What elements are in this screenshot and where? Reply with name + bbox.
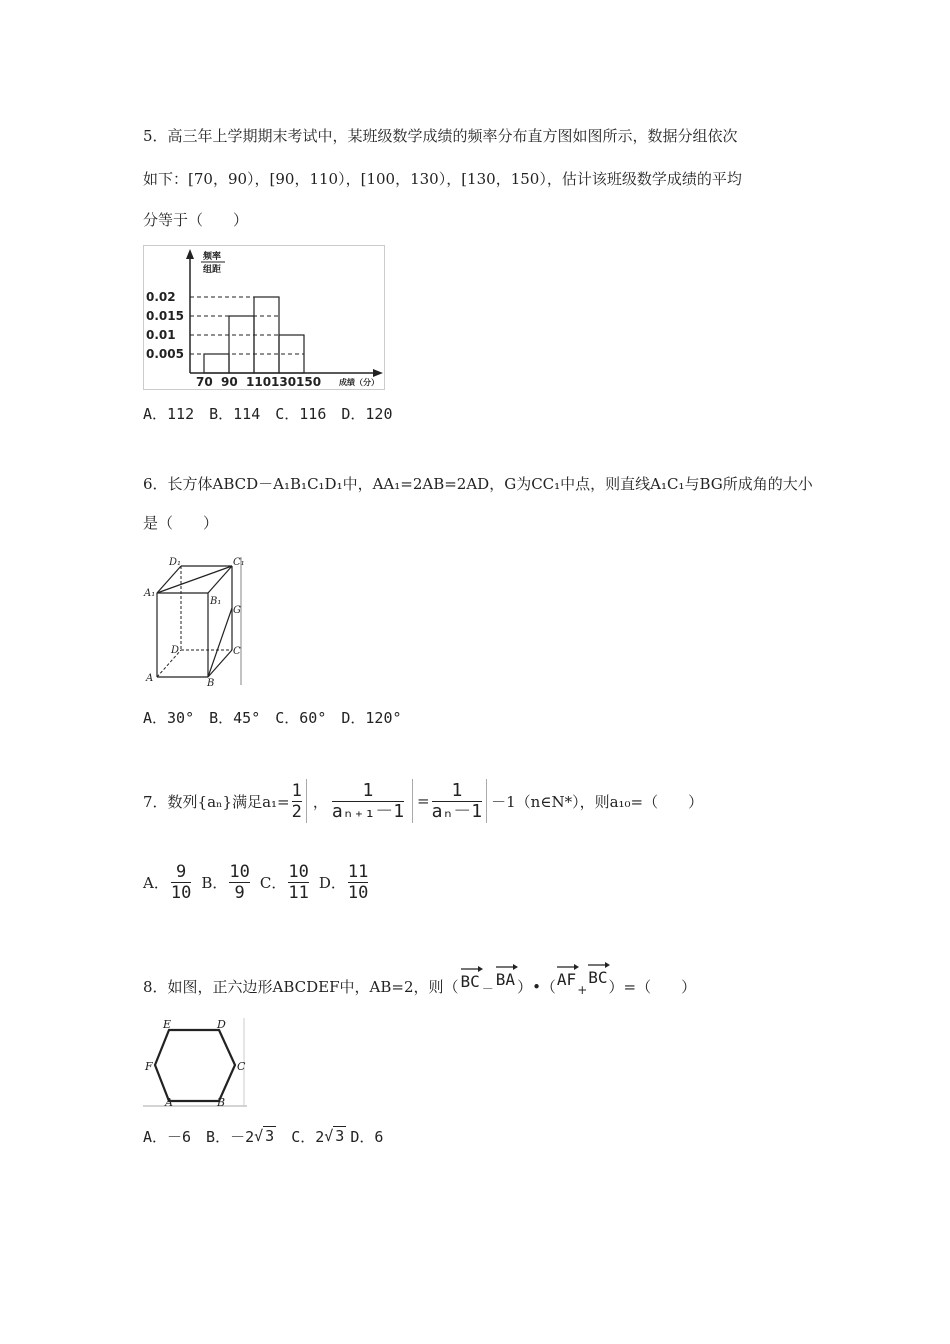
sqrt-3-c: √ 3 <box>324 1127 345 1145</box>
option-b-num: 10 <box>229 861 250 882</box>
vector-BC-2-text: BC <box>588 968 608 987</box>
q5-line-3: 分等于（ ） <box>143 211 249 229</box>
label-B: B <box>207 678 215 688</box>
histogram-ytick-label: 0.015 <box>146 309 184 323</box>
option-d-num: 11 <box>347 861 369 882</box>
vector-AF-text: AF <box>556 970 577 989</box>
q8-minus: － <box>481 982 494 996</box>
rhs-numerator: 1 <box>451 779 463 801</box>
vector-AF <box>557 970 576 989</box>
histogram-xtick-label: 90 <box>221 375 238 389</box>
histogram-ytick-label: 0.02 <box>146 290 176 304</box>
option-a-num: 9 <box>175 861 187 882</box>
histogram-ytick-label: 0.005 <box>146 347 184 361</box>
q8-stem <box>143 957 696 997</box>
lhs-denominator: aₙ₊₁－1 <box>331 800 405 822</box>
histogram-ylabel-top: 频率 <box>203 252 222 262</box>
label-A: A <box>165 1096 173 1108</box>
q7-options <box>143 858 370 906</box>
histogram-xlabel: 成绩（分） <box>339 378 379 387</box>
histogram-ylabel-bottom: 组距 <box>203 265 222 275</box>
q5-options: A．112 B．114 C．116 D．120 <box>143 405 393 423</box>
label-G: G <box>233 605 241 616</box>
option-a-label: A． <box>143 873 169 892</box>
option-d-den: 10 <box>347 882 369 903</box>
q8-prefix: 8．如图，正六边形ABCDEF中，AB=2，则（ <box>143 978 459 996</box>
q8-option-c: C．2 <box>276 1127 325 1146</box>
q8-option-ab: A．－6 B．－2 <box>143 1127 255 1146</box>
q5-histogram <box>143 245 385 390</box>
q6-line-1: 6．长方体ABCD－A₁B₁C₁D₁中，AA₁=2AB=2AD，G为CC₁中点，则直线A₁C₁与BG所成角的大小 <box>143 475 813 493</box>
histogram-ytick-label: 0.01 <box>146 328 176 342</box>
sqrt-3-b-radicand: 3 <box>265 1127 275 1145</box>
option-b-fraction <box>229 862 249 903</box>
vector-BC-1 <box>461 972 480 991</box>
histogram-xtick-label: 110 <box>246 375 272 389</box>
label-C: C <box>237 1060 246 1073</box>
q8-option-d: D．6 <box>350 1127 384 1146</box>
histogram-xtick-label: 70 <box>196 375 213 389</box>
label-D: D <box>217 1018 226 1031</box>
q8-plus: + <box>577 983 588 997</box>
lhs-numerator: 1 <box>362 779 374 801</box>
option-a-fraction <box>171 862 191 903</box>
q8-options <box>143 1124 383 1148</box>
label-B: B <box>217 1096 226 1108</box>
q8-suffix: ）=（ ） <box>608 978 697 996</box>
label-F: F <box>145 1060 153 1073</box>
q7-a1-fraction <box>292 781 302 822</box>
option-b-label: B． <box>201 873 228 892</box>
q7-prefix: 7．数列{aₙ}满足a₁= <box>143 792 290 811</box>
a1-denominator: 2 <box>291 801 302 822</box>
label-E: E <box>163 1018 172 1031</box>
q7-equals: = <box>417 792 430 810</box>
q7-stem: 7．数列{aₙ}满足a₁= $\frac{1}{2}$ ， $\frac{1}{\text{aₙ₊₁－1}}$ = $\frac{1}{\text{aₙ－1}}$ －1（n∈N*），则a₁₀=（ ） <box>143 779 704 822</box>
label-A: A <box>146 673 154 684</box>
histogram-xtick-label: 130 <box>271 375 297 389</box>
q8-dot: ）•（ <box>517 978 556 996</box>
label-D: D <box>171 645 180 656</box>
option-c-den: 11 <box>288 882 309 903</box>
q7-lhs-fraction <box>332 781 404 822</box>
vector-BC-2 <box>588 968 607 987</box>
option-c-num: 10 <box>288 861 309 882</box>
a1-numerator: 1 <box>291 780 302 801</box>
q8-hexagon-figure <box>143 1018 247 1108</box>
q7-rhs-fraction <box>432 781 483 822</box>
option-c-label: C． <box>259 873 287 892</box>
q6-cuboid-figure <box>143 553 245 688</box>
q5-line-1: 5．高三年上学期期末考试中，某班级数学成绩的频率分布直方图如图所示，数据分组依次 <box>143 127 738 145</box>
sqrt-3-c-radicand: 3 <box>335 1127 345 1145</box>
sqrt-3-b: √ 3 <box>254 1127 275 1145</box>
option-c-fraction <box>288 862 308 903</box>
q6-options: A．30° B．45° C．60° D．120° <box>143 709 402 727</box>
label-D1: D₁ <box>169 557 182 568</box>
q6-line-2: 是（ ） <box>143 514 219 532</box>
label-C: C <box>233 646 241 657</box>
option-b-den: 9 <box>229 882 249 903</box>
rhs-denominator: aₙ－1 <box>431 800 483 822</box>
option-a-den: 10 <box>170 882 192 903</box>
label-C1: C₁ <box>233 557 245 568</box>
label-B1: B₁ <box>210 596 222 607</box>
option-d-fraction <box>348 862 368 903</box>
q7-suffix: －1（n∈N*），则a₁₀=（ ） <box>491 792 704 811</box>
label-A1: A₁ <box>144 588 156 599</box>
option-d-label: D． <box>318 873 346 892</box>
vector-BA <box>496 970 515 989</box>
histogram-xtick-label: 150 <box>296 375 322 389</box>
q5-line-2: 如下：[70，90），[90，110），[100，130），[130，150），估计该班级数学成绩的平均 <box>143 170 742 188</box>
vector-BC-1-text: BC <box>460 972 480 991</box>
vector-BA-text: BA <box>495 970 516 989</box>
